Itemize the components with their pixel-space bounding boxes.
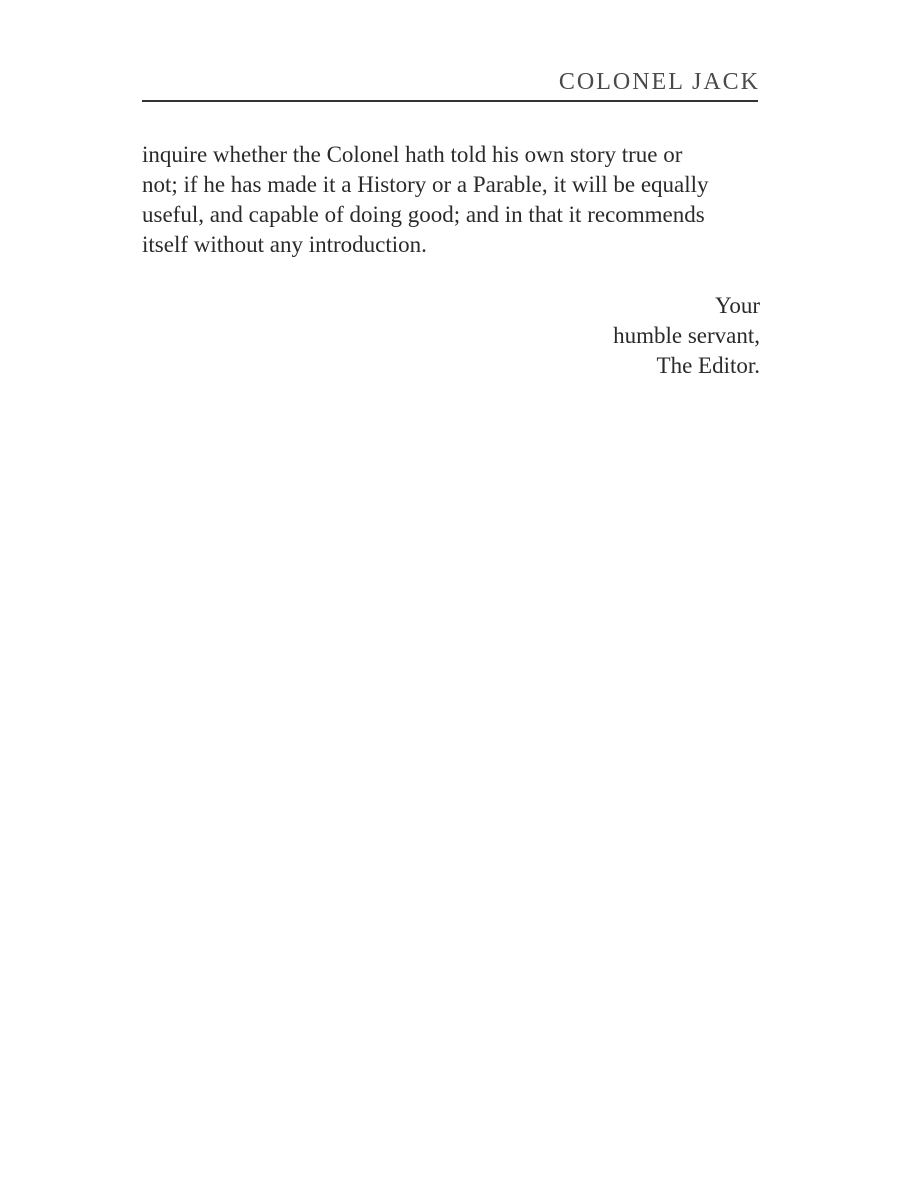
body-line: itself without any introduction. <box>142 232 427 257</box>
signoff-line: The Editor. <box>656 353 760 378</box>
signoff <box>613 291 760 381</box>
signoff-line: humble servant, <box>613 323 760 348</box>
running-head: COLONEL JACK <box>558 69 760 95</box>
body-line: inquire whether the Colonel hath told his own story true or <box>142 142 683 167</box>
body-paragraph <box>142 140 760 260</box>
signoff-line: Your <box>715 293 760 318</box>
book-page <box>142 0 760 1200</box>
body-line: not; if he has made it a History or a Parable, it will be equally <box>142 172 709 197</box>
body-line: useful, and capable of doing good; and in that it recommends <box>142 202 705 227</box>
header-rule <box>142 100 758 102</box>
